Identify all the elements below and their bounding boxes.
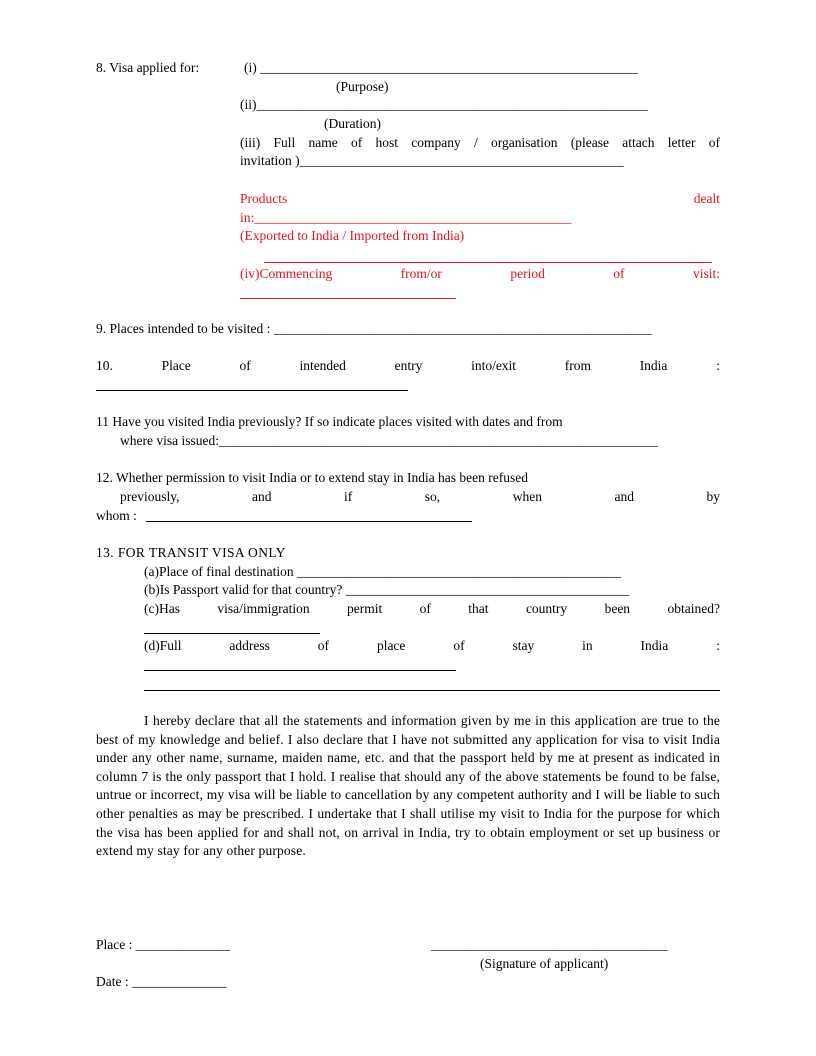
word: when bbox=[512, 489, 542, 504]
word: obtained? bbox=[667, 601, 720, 616]
products-label bbox=[240, 191, 720, 207]
word: and bbox=[252, 489, 272, 504]
item11-visa-issued-field[interactable]: where visa issued:_________________________________________________________________ bbox=[120, 433, 658, 448]
word: visit: bbox=[692, 266, 720, 281]
word: (iv)Commencing bbox=[240, 266, 333, 281]
item10-entry-exit-field-line[interactable] bbox=[96, 390, 408, 391]
item12-whom-label: whom : bbox=[96, 508, 137, 523]
products-field[interactable]: in:_______________________________________________ bbox=[240, 210, 572, 225]
word: of bbox=[317, 638, 330, 653]
word: Place bbox=[161, 358, 191, 373]
transit-visa-obtained-label bbox=[144, 601, 720, 617]
word: place bbox=[376, 638, 406, 653]
host-company-field[interactable]: invitation )________________________________________________ bbox=[240, 153, 624, 168]
exported-imported-field-line[interactable] bbox=[264, 262, 712, 263]
item8-purpose-field[interactable]: (i) ________________________________________________________ bbox=[244, 60, 639, 75]
purpose-caption: (Purpose) bbox=[336, 79, 389, 94]
word: company bbox=[411, 135, 461, 150]
item11-question: 11 Have you visited India previously? If so indicate places visited with dates and from bbox=[96, 414, 563, 429]
word: stay bbox=[512, 638, 535, 653]
transit-final-destination-field[interactable]: (a)Place of final destination ________________________________________________ bbox=[144, 564, 621, 579]
item12-whom-field-line[interactable] bbox=[146, 521, 472, 522]
word: from/or bbox=[400, 266, 442, 281]
word: by bbox=[706, 489, 720, 504]
word: permit bbox=[347, 601, 383, 616]
declaration-paragraph: I hereby declare that all the statements and information given by me in this application are true to the best of my knowledge and belief. I also declare that I have not submitted any application for visa to visit India under any other name, surname, maiden name, etc. and that the passport held by me at present as indicated in column 7 is the only passport that I hold. I realise that should any of the above statements be found to be false, untrue or incorrect, my visa will be liable to cancellation by any competent authority and I will be liable to such other penalties as may be prescribed. I undertake that I shall utilise my visit to India for the purpose for which the visa has been applied for and shall not, on arrival in India, try to obtain employment or set up business or extend my stay for any other purpose. bbox=[96, 713, 720, 859]
word: host bbox=[375, 135, 399, 150]
item8-duration-field[interactable]: (ii)__________________________________________________________ bbox=[240, 97, 648, 112]
item8-label: 8. Visa applied for: bbox=[96, 60, 200, 75]
word: (please bbox=[570, 135, 610, 150]
word: : bbox=[716, 358, 720, 373]
item9-places-visited: 9. Places intended to be visited : ________________________________________________________ bbox=[96, 321, 652, 336]
exported-imported-label: (Exported to India / Imported from India) bbox=[240, 228, 465, 243]
word: Products bbox=[240, 191, 288, 206]
word: been bbox=[604, 601, 631, 616]
word: of bbox=[453, 638, 465, 653]
word: (iii) bbox=[240, 135, 261, 150]
word: entry bbox=[394, 358, 423, 373]
word: dealt bbox=[693, 191, 720, 206]
word: India bbox=[639, 358, 668, 373]
date-field[interactable]: Date : ______________ bbox=[96, 974, 227, 989]
word: intended bbox=[299, 358, 346, 373]
signature-field[interactable]: ___________________________________ bbox=[431, 937, 668, 952]
word: country bbox=[525, 601, 568, 616]
duration-caption: (Duration) bbox=[324, 116, 381, 131]
word: period bbox=[510, 266, 545, 281]
word: 10. bbox=[96, 358, 113, 373]
item13-heading: 13. FOR TRANSIT VISA ONLY bbox=[96, 545, 286, 560]
word: previously, bbox=[120, 489, 180, 504]
word: (d)Full bbox=[144, 638, 182, 653]
place-field[interactable]: Place : ______________ bbox=[96, 937, 231, 952]
word: of bbox=[708, 135, 720, 150]
commencing-label bbox=[240, 266, 720, 282]
host-company-label bbox=[240, 135, 720, 151]
word: of bbox=[419, 601, 431, 616]
word: that bbox=[468, 601, 489, 616]
word: from bbox=[564, 358, 591, 373]
word: of bbox=[351, 135, 363, 150]
word: if bbox=[344, 489, 353, 504]
word: name bbox=[308, 135, 338, 150]
item12-question-cont bbox=[120, 489, 720, 505]
word: attach bbox=[622, 135, 655, 150]
word: in bbox=[582, 638, 593, 653]
item12-question: 12. Whether permission to visit India or to extend stay in India has been refused bbox=[96, 470, 529, 485]
item10-entry-exit-label bbox=[96, 358, 720, 374]
transit-visa-obtained-field-line[interactable] bbox=[144, 633, 320, 634]
word: and bbox=[614, 489, 634, 504]
word: into/exit bbox=[471, 358, 517, 373]
word: India bbox=[640, 638, 669, 653]
transit-stay-address-field-line-2[interactable] bbox=[144, 690, 720, 691]
word: address bbox=[229, 638, 270, 653]
word: / bbox=[474, 135, 478, 150]
word: so, bbox=[424, 489, 441, 504]
word: : bbox=[716, 638, 720, 653]
transit-passport-valid-field[interactable]: (b)Is Passport valid for that country? __________________________________________ bbox=[144, 582, 630, 597]
word: of bbox=[613, 266, 625, 281]
commencing-field-line[interactable] bbox=[240, 298, 456, 299]
transit-stay-address-field-line[interactable] bbox=[144, 670, 456, 671]
word: (c)Has bbox=[144, 601, 180, 616]
word: Full bbox=[273, 135, 296, 150]
signature-caption: (Signature of applicant) bbox=[480, 956, 609, 971]
transit-stay-address-label bbox=[144, 638, 720, 654]
word: organisation bbox=[491, 135, 558, 150]
word: letter bbox=[667, 135, 696, 150]
word: of bbox=[239, 358, 251, 373]
word: visa/immigration bbox=[217, 601, 310, 616]
